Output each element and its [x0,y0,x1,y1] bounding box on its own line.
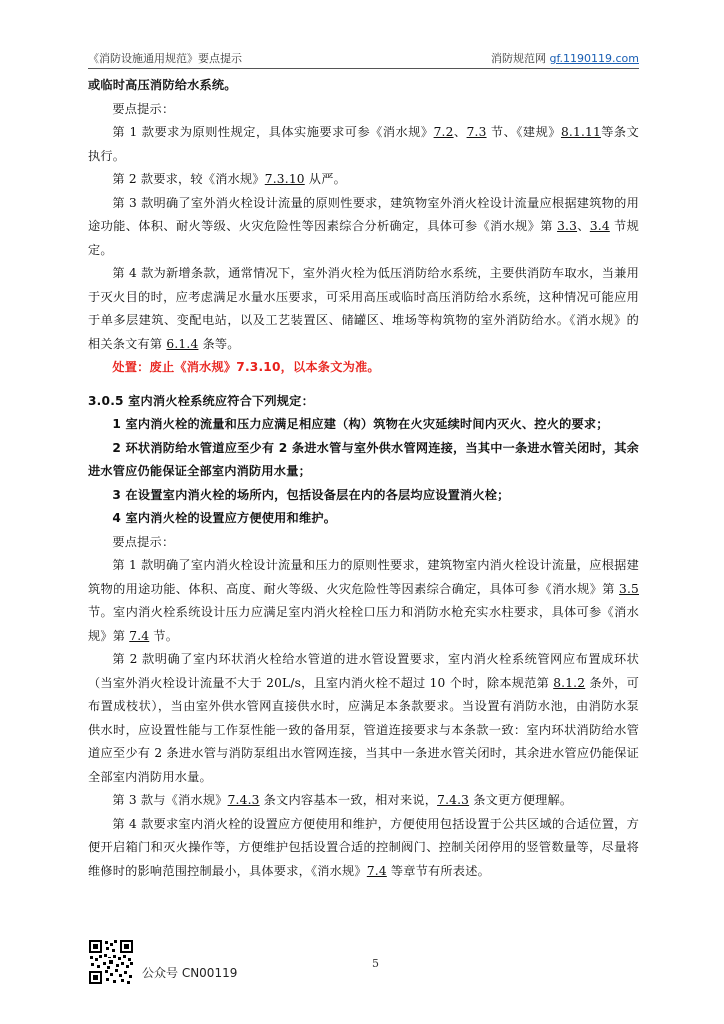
page-number: 5 [372,957,379,970]
header-site [491,50,639,66]
ref-link[interactable]: 8.1.2 [553,675,586,690]
qr-code-icon [88,939,134,985]
clause-item-4: 4 室内消火栓的设置应方便使用和维护。 [112,511,337,525]
clause-item-2: 2 环状消防给水管道应至少有 2 条进水管与室外供水管网连接，当其中一条进水管关闭时，其余进水管应仍能保证全部室内消防用水量； [88,440,639,478]
section-heading-3-0-5: 3.0.5 室内消火栓系统应符合下列规定： [88,393,314,408]
key-points-heading: 要点提示： [112,534,175,549]
header-document-title: 《消防设施通用规范》要点提示 [88,52,242,65]
ref-link[interactable]: 7.4 [129,628,150,643]
ref-link[interactable]: 7.4 [366,863,387,878]
paragraph-item2-note: 第 2 款要求，较《消水规》7.3.10 从严。 [112,172,346,186]
text-line: 或临时高压消防给水系统。 [88,78,237,92]
header-site-url-link[interactable]: gf.1190119.com [549,52,639,65]
disposal-note: 处置：废止《消水规》7.3.10，以本条文为准。 [112,360,380,374]
ref-link[interactable]: 3.3 [557,219,578,233]
key-points-heading: 要点提示： [112,101,175,116]
paragraph-item3-note: 第 3 款明确了室外消火栓设计流量的原则性要求，建筑物室外消火栓设计流量应根据建筑物的用途功能、体积、耐火等级、火灾危险性等因素综合分析确定，具体可参《消水规》第 3.3、3.4 节规定。 [88,195,639,257]
clause-item-3: 3 在设置室内消火栓的场所内，包括设备层在内的各层均应设置消火栓； [112,487,510,502]
paragraph-item1-note: 第 1 款要求为原则性规定，具体实施要求可参《消水规》7.2、7.3 节、《建规》8.1.11等条文执行。 [88,125,639,163]
clause-item-1: 1 室内消火栓的流量和压力应满足相应建（构）筑物在火灾延续时间内灭火、控火的要求； [112,417,609,431]
page-content [88,74,639,883]
paragraph-clause1-note: 第 1 款明确了室内消火栓设计流量和压力的原则性要求，建筑物室内消火栓设计流量，应根据建筑物的用途功能、体积、高度、耐火等级、火灾危险性等因素综合确定，具体可参《消水规》第 3.5 节。室内消火栓系统设计压力应满足室内消火栓栓口压力和消防水枪充实水柱要求，具体可参《消水规》第 7.4 节。 [88,558,639,643]
paragraph-clause2-note: 第 2 款明确了室内环状消火栓给水管道的进水管设置要求，室内消火栓系统管网应布置成环状（当室外消火栓设计流量不大于 20L/s，且室内消火栓不超过 10 个时，除本规范第 8.1.2 条外，可布置成枝状），当由室外供水管网直接供水时，应满足本条款要求。当设置有消防水池，由消防水泵供水时，应设置性能与工作泵性能一致的备用泵，管道连接要求与本条款一致：室内环状消防给水管道应至少有 2 条进水管与消防泵组出水管网连接，当其中一条进水管关闭时，其余进水管应仍能保证全部室内消防用水量。 [88,652,640,784]
ref-link[interactable]: 8.1.11 [560,125,601,139]
ref-link[interactable]: 3.5 [619,581,639,596]
wechat-account-label: 公众号 CN00119 [142,966,238,980]
ref-link[interactable]: 7.2 [433,125,454,139]
ref-link[interactable]: 7.3 [466,125,487,139]
page-header [88,50,639,69]
ref-link[interactable]: 7.3.10 [264,172,305,186]
paragraph-clause3-note: 第 3 款与《消水规》7.4.3 条文内容基本一致，相对来说，7.4.3 条文更方便理解。 [112,793,573,807]
paragraph-item4-note: 第 4 款为新增条款，通常情况下，室外消火栓为低压消防给水系统，主要供消防车取水，当兼用于灭火目的时，应考虑满足水量水压要求，可采用高压或临时高压消防给水系统，这种情况可能应用于单多层建筑、变配电站，以及工艺装置区、储罐区、堆场等构筑物的室外消防给水。《消水规》的相关条文有第 6.1.4 条等。 [88,266,639,351]
ref-link[interactable]: 3.4 [589,219,610,233]
header-site-name: 消防规范网 [490,52,546,65]
ref-link[interactable]: 6.1.4 [166,336,199,351]
paragraph-clause4-note: 第 4 款要求室内消火栓的设置应方便使用和维护，方便使用包括设置于公共区域的合适位置，方便开启箱门和灭火操作等，方便维护包括设置合适的控制阀门、控制关闭停用的竖管数量等，尽量将维修时的影响范围控制最小，具体要求，《消水规》7.4 等章节有所表述。 [88,816,639,878]
ref-link[interactable]: 7.4.3 [437,793,470,807]
ref-link[interactable]: 7.4.3 [227,793,260,807]
